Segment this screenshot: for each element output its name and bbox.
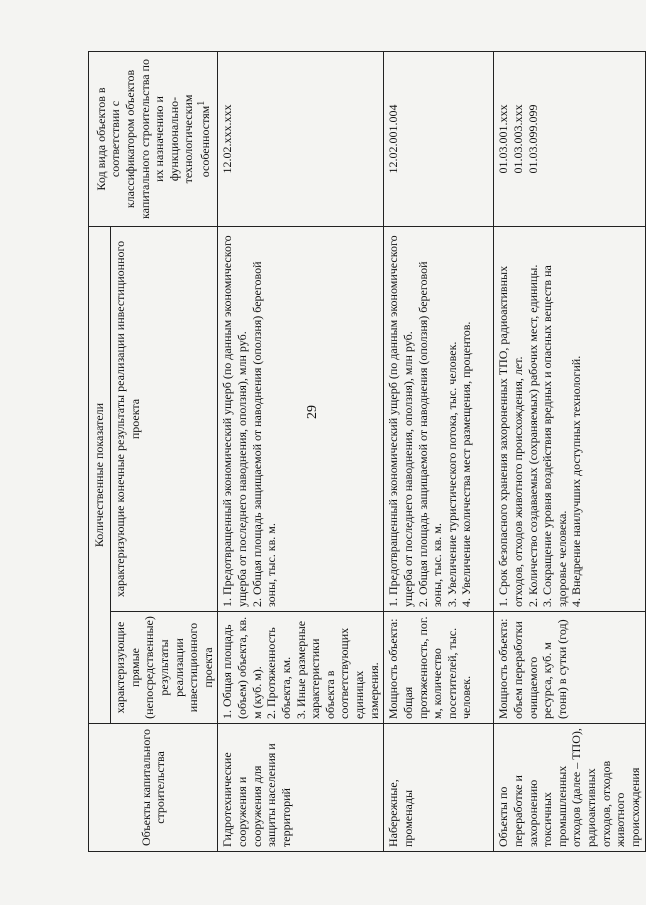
indicator-line: 3. Сокращение уровня воздействия вредных и опасных веществ на здоровье человека. [540, 265, 569, 607]
header-code-text: Код вида объектов в соответствии с классификатором объектов капитального строительства по их назначению и функционально-технологическим особенностям [93, 59, 213, 219]
page-number: 29 [305, 405, 320, 419]
indicator-line: 2. Общая площадь защищаемой от наводнения (оползня) береговой зоны, тыс. кв. м. [415, 261, 445, 607]
indicator-line: 1. Предотвращенный экономический ущерб (по данным экономического ущерба от последнего наводнения, оползня), млн руб. [220, 235, 249, 607]
direct-cell [494, 612, 645, 724]
code-cell [494, 52, 645, 227]
direct-cell [384, 612, 494, 724]
object-code: 01.03.001.ххх [496, 104, 511, 174]
indicator-line: Мощность объекта: объем переработки очищаемого ресурса, куб. м (тонн) в сутки (год) [496, 618, 569, 719]
indicator-line: 3. Увеличение туристического потока, тыс. человек. [444, 341, 459, 607]
object-cell: Набережные, променады [384, 724, 494, 852]
object-code: 01.03.003.ххх [510, 104, 525, 174]
indicator-line: Мощность объекта: общая протяженность, пог. м, количество посетителей, тыс. человек. [386, 616, 474, 719]
direct-cell [218, 612, 384, 724]
indicator-line: 4. Внедрение наилучших доступных технологий. [569, 355, 584, 607]
footnote-mark: 1 [196, 100, 208, 106]
object-cell: Объекты по переработке и захоронению токсичных промышленных отходов (далее – ТПО), радиоактивных отходов, отходов животного происхождения [494, 724, 645, 852]
rotated-table-container [88, 52, 642, 852]
indicator-line: 3. Иные размерные характеристики объекта в соответствующих единицах измерения. [293, 620, 381, 719]
indicator-line: 2. Протяженность объекта, км. [264, 627, 293, 719]
indicator-line: 4. Увеличение количества мест размещения, процентов. [459, 321, 474, 607]
table-row [218, 52, 384, 852]
table-row [494, 52, 645, 852]
header-code [89, 52, 218, 227]
header-quantitative: Количественные показатели [89, 227, 111, 724]
header-objects: Объекты капитального строительства [89, 724, 218, 852]
code-cell [218, 52, 384, 227]
indicator-line: 2. Общая площадь защищаемой от наводнения (оползня) береговой зоны, тыс. кв. м. [249, 261, 279, 607]
indicator-line: 1. Общая площадь (объем) объекта, кв. м (куб. м). [220, 616, 264, 719]
object-code: 01.03.099.099 [525, 104, 540, 174]
final-cell [494, 227, 645, 612]
indicators-table [88, 51, 646, 852]
final-cell [218, 227, 384, 612]
final-cell [384, 227, 494, 612]
object-cell: Гидротехнические сооружения и сооружения для защиты населения и территорий [218, 724, 384, 852]
table-row [384, 52, 494, 852]
object-code: 12.02.001.004 [386, 104, 401, 174]
indicator-line: 1. Предотвращенный экономический ущерб (по данным экономического ущерба от последнего наводнения, оползня), млн руб. [386, 235, 415, 607]
indicator-line: 1. Срок безопасного хранения захороненных ТПО, радиоактивных отходов, отходов животного происхождения, лет. [496, 265, 525, 607]
header-final-results: характеризующие конечные результаты реализации инвестиционного проекта [111, 227, 218, 612]
object-code: 12.02.ххх.ххх [220, 104, 235, 174]
indicator-line: 2. Количество создаваемых (сохраняемых) рабочих мест, единицы. [525, 264, 540, 607]
code-cell [384, 52, 494, 227]
header-direct-results: характеризующие прямые (непосредственные) результаты реализации инвестиционного проекта [111, 612, 218, 724]
